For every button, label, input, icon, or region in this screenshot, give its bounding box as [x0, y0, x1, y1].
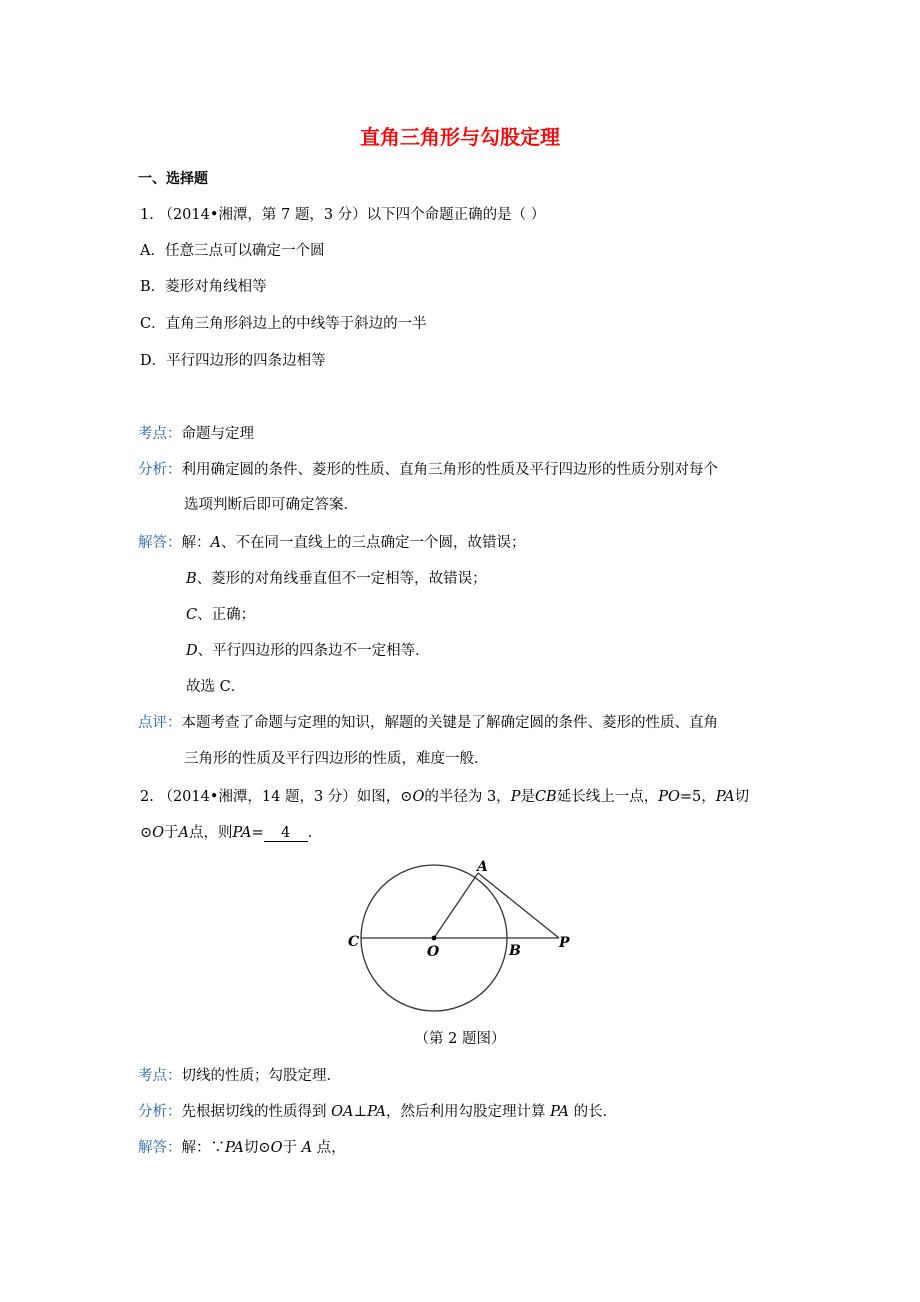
- jieda-text-a: 、不在同一直线上的三点确定一个圆，故错误；: [220, 535, 526, 551]
- section-heading: 一、选择题: [138, 171, 208, 187]
- jieda-var-a: A: [301, 1140, 313, 1156]
- perpendicular-symbol: ⊥: [353, 1104, 368, 1120]
- q2-var-po: PO: [658, 789, 680, 805]
- q1-kaodian: [138, 424, 254, 444]
- label-c: C: [348, 934, 360, 950]
- q2-var-o: O: [152, 825, 165, 841]
- q2-stem-text: 2. （2014•湘潭，14 题，3 分）如图，⊙: [140, 789, 413, 805]
- dianping-line1: 本题考查了命题与定理的知识，解题的关键是了解确定圆的条件、菱形的性质、直角: [181, 715, 718, 731]
- fenxi-text: 的长．: [569, 1104, 618, 1120]
- jieda-text-b: 、菱形的对角线垂直但不一定相等，故错误；: [196, 571, 487, 587]
- label-p: P: [559, 935, 570, 951]
- fenxi-label: 分析：: [138, 462, 182, 478]
- jieda-label: 解答：: [138, 1140, 182, 1156]
- jieda-text-c: 、正确；: [197, 607, 256, 623]
- q1-stem: 1. （2014•湘潭，第 7 题，3 分）以下四个命题正确的是（ ）: [140, 207, 546, 223]
- q2-stem-text: 切: [734, 789, 750, 805]
- fenxi-text: ，然后利用勾股定理计算: [386, 1104, 551, 1120]
- q1-option-c: C．直角三角形斜边上的中线等于斜边的一半: [140, 316, 427, 332]
- kaodian-text: 切线的性质；勾股定理．: [181, 1068, 341, 1084]
- q1-option-a: A．任意三点可以确定一个圆: [140, 243, 325, 259]
- jieda-var-pa: PA: [225, 1140, 244, 1156]
- q2-var-o: O: [412, 789, 425, 805]
- q1-jieda-line1: [138, 533, 525, 553]
- q1-option-d: D．平行四边形的四条边相等: [140, 353, 326, 369]
- q2-stem-line2: [140, 823, 322, 843]
- center-point-o: [432, 936, 437, 941]
- q2-fenxi: [138, 1102, 617, 1122]
- geometry-figure: [340, 858, 580, 1022]
- q2-kaodian: [138, 1066, 341, 1086]
- jieda-text: 切⊙: [243, 1140, 271, 1156]
- q2-stem-text: =: [251, 825, 264, 841]
- q2-stem-text: =5，: [679, 789, 716, 805]
- q2-stem-text: 点，则: [189, 825, 233, 841]
- jieda-text: 点，: [312, 1140, 346, 1156]
- tangent-pa: [478, 873, 559, 938]
- q2-var-cb: CB: [534, 789, 557, 805]
- q2-stem-text: 于: [164, 825, 179, 841]
- fenxi-var-pa: PA: [367, 1104, 387, 1120]
- fenxi-var-pa: PA: [550, 1104, 570, 1120]
- jieda-letter-d: D: [186, 643, 198, 659]
- q2-var-pa: PA: [715, 789, 735, 805]
- fenxi-var-oa: OA: [331, 1104, 354, 1120]
- document-title: 直角三角形与勾股定理: [360, 125, 560, 149]
- q2-stem-line1: [140, 787, 749, 807]
- kaodian-label: 考点：: [138, 426, 182, 442]
- radius-oa: [434, 873, 478, 938]
- q1-jieda-line3: [186, 605, 255, 625]
- q2-stem-text: 延长线上一点，: [556, 789, 659, 805]
- q2-stem-text: ．: [307, 825, 323, 841]
- q2-stem-text: ⊙: [140, 825, 153, 841]
- fenxi-text: 先根据切线的性质得到: [181, 1104, 332, 1120]
- fenxi-line2: 选项判断后即可确定答案．: [184, 497, 358, 513]
- jieda-text-d: 、平行四边形的四条边不一定相等．: [197, 643, 430, 659]
- q2-var-pa: PA: [232, 825, 252, 841]
- jieda-prefix: 解：: [181, 535, 211, 551]
- figure-caption: （第 2 题图）: [414, 1031, 506, 1047]
- q1-fenxi: [138, 460, 718, 480]
- label-b: B: [509, 943, 521, 959]
- q1-dianping: [138, 713, 718, 733]
- q2-jieda: [138, 1138, 346, 1158]
- q1-jieda-line2: [186, 569, 487, 589]
- jieda-letter-b: B: [186, 571, 197, 587]
- jieda-letter-a: A: [210, 535, 221, 551]
- label-o: O: [427, 944, 440, 960]
- q1-conclusion: 故选 C．: [186, 679, 246, 695]
- answer-blank: 4: [264, 825, 308, 842]
- q2-var-p: P: [510, 789, 521, 805]
- jieda-text: 于: [282, 1140, 302, 1156]
- jieda-label: 解答：: [138, 535, 182, 551]
- jieda-text: 解：∵: [181, 1140, 225, 1156]
- label-a: A: [477, 859, 488, 875]
- dianping-line2: 三角形的性质及平行四边形的性质，难度一般．: [184, 751, 489, 767]
- circle-tangent-diagram: [340, 858, 580, 1018]
- q2-stem-text: 是: [520, 789, 535, 805]
- q2-var-a: A: [178, 825, 190, 841]
- fenxi-line1: 利用确定圆的条件、菱形的性质、直角三角形的性质及平行四边形的性质分别对每个: [181, 462, 718, 478]
- kaodian-text: 命题与定理: [181, 426, 254, 442]
- fenxi-label: 分析：: [138, 1104, 182, 1120]
- q1-jieda-line4: [186, 641, 430, 661]
- kaodian-label: 考点：: [138, 1068, 182, 1084]
- dianping-label: 点评：: [138, 715, 182, 731]
- jieda-letter-c: C: [186, 607, 198, 623]
- jieda-var-o: O: [270, 1140, 283, 1156]
- q1-option-b: B．菱形对角线相等: [140, 279, 267, 295]
- q2-stem-text: 的半径为 3，: [424, 789, 511, 805]
